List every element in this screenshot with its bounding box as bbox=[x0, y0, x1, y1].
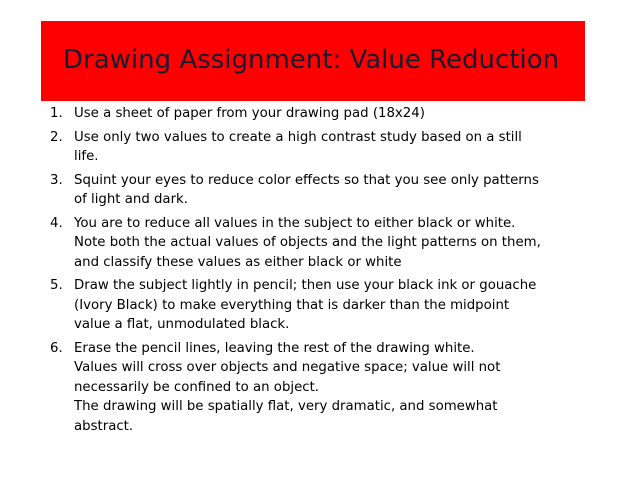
item-line: life. bbox=[74, 149, 99, 164]
item-line: Use a sheet of paper from your drawing pad (18x24) bbox=[74, 106, 425, 121]
item-line: of light and dark. bbox=[74, 192, 188, 207]
item-number: 4. bbox=[50, 215, 63, 231]
item-number: 3. bbox=[50, 172, 63, 188]
item-line: The drawing will be spatially flat, very dramatic, and somewhat bbox=[74, 399, 498, 414]
item-line: necessarily be confined to an object. bbox=[74, 379, 320, 395]
list-item bbox=[50, 276, 610, 335]
item-line: value a flat, unmodulated black. bbox=[74, 317, 290, 332]
item-line: You are to reduce all values in the subject to either black or white. bbox=[74, 215, 516, 231]
item-text bbox=[74, 339, 610, 437]
item-line: Squint your eyes to reduce color effects so that you see only patterns bbox=[74, 172, 539, 188]
item-text bbox=[74, 171, 610, 210]
item-text bbox=[74, 276, 610, 335]
item-text bbox=[74, 214, 610, 273]
instruction-list bbox=[50, 104, 610, 440]
list-item bbox=[50, 128, 610, 167]
item-number: 2. bbox=[50, 129, 63, 145]
item-line: Draw the subject lightly in pencil; then use your black ink or gouache bbox=[74, 278, 537, 293]
item-line: Use only two values to create a high contrast study based on a still bbox=[74, 129, 522, 145]
item-line: Erase the pencil lines, leaving the rest of the drawing white. bbox=[74, 340, 475, 356]
item-text bbox=[74, 104, 610, 124]
item-line: and classify these values as either black or white bbox=[74, 254, 402, 270]
item-number: 1. bbox=[50, 106, 63, 121]
list-item bbox=[50, 339, 610, 437]
list-item bbox=[50, 104, 610, 124]
title-banner bbox=[41, 21, 585, 101]
item-number: 6. bbox=[50, 340, 63, 356]
list-item bbox=[50, 171, 610, 210]
page-title: Drawing Assignment: Value Reduction bbox=[63, 45, 560, 75]
list-item bbox=[50, 214, 610, 273]
item-line: abstract. bbox=[74, 418, 134, 434]
item-line: Note both the actual values of objects and the light patterns on them, bbox=[74, 235, 541, 250]
item-number: 5. bbox=[50, 278, 63, 293]
item-line: (Ivory Black) to make everything that is darker than the midpoint bbox=[74, 297, 510, 313]
item-line: Values will cross over objects and negative space; value will not bbox=[74, 360, 501, 375]
item-text bbox=[74, 128, 610, 167]
